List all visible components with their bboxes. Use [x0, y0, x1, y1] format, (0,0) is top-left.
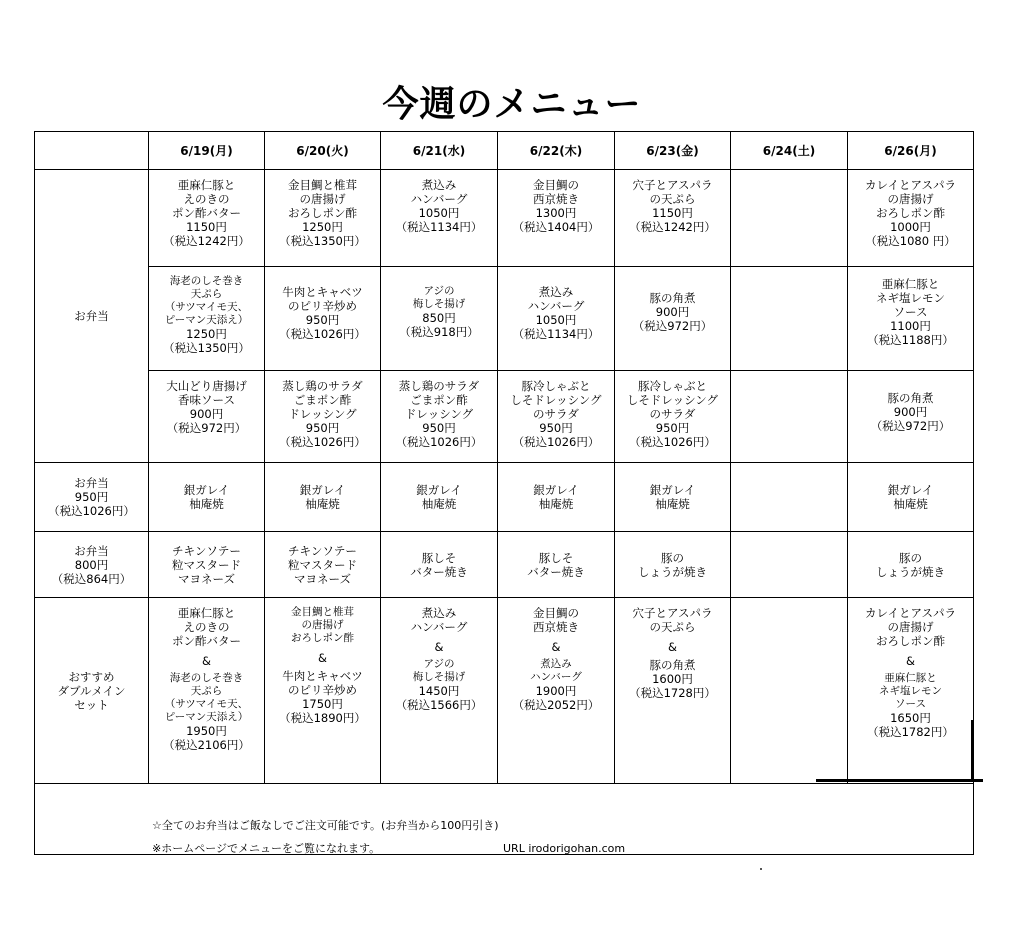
menu-cell [848, 371, 974, 463]
menu-cell [265, 371, 381, 463]
menu-cell [265, 267, 381, 371]
dish-name: チキンソテー 粒マスタード マヨネーズ [172, 543, 241, 586]
bento-row-1 [35, 170, 974, 267]
dish-name: カレイとアスパラ の唐揚げ おろしポン酢 [865, 178, 956, 220]
dish-name: 蒸し鶏のサラダ ごまポン酢 ドレッシング [398, 379, 480, 421]
menu-cell [498, 532, 615, 598]
combo-first-dish: 金目鯛と椎茸 の唐揚げ おろしポン酢 [291, 606, 354, 644]
dish-name: 穴子とアスパラ の天ぷら [632, 178, 713, 206]
menu-cell [149, 463, 265, 532]
menu-cell [615, 532, 731, 598]
dish-price: 1050円 （税込1134円） [512, 313, 600, 341]
dish-price: 1100円 （税込1188円） [867, 319, 954, 347]
menu-cell-empty [731, 170, 848, 267]
dish-name: 銀ガレイ 柚庵焼 [533, 483, 579, 511]
day-header: 6/26(月) [848, 132, 974, 170]
menu-cell [848, 170, 974, 267]
dish-price: 950円 （税込1026円） [395, 421, 483, 449]
combo-ampersand: & [668, 640, 677, 654]
combo-cell [848, 598, 974, 784]
dish-name: 銀ガレイ 柚庵焼 [649, 483, 696, 511]
dish-price: 1300円 （税込1404円） [512, 206, 600, 234]
row-label: おすすめ ダブルメイン セット [57, 669, 126, 712]
day-header: 6/20(火) [265, 132, 381, 170]
dish-name: 銀ガレイ 柚庵焼 [887, 483, 934, 511]
dish-name: 豚の しょうが焼き [876, 550, 945, 579]
stray-dot [760, 868, 762, 870]
menu-cell-empty [731, 463, 848, 532]
dish-name: アジの 梅しそ揚げ [412, 285, 466, 310]
menu-cell [848, 267, 974, 371]
combo-first-dish: 煮込み ハンバーグ [410, 606, 468, 634]
day-header: 6/23(金) [615, 132, 731, 170]
footer-note-rice: ☆全てのお弁当はご飯なしでご注文可能です。(お弁当から100円引き) [152, 819, 499, 832]
combo-second-dish: 亜麻仁豚と ネギ塩レモン ソース [879, 672, 942, 710]
combo-price: 1900円 （税込2052円） [512, 684, 600, 712]
dish-price: 900円 （税込972円） [166, 407, 247, 435]
bento-label [35, 170, 149, 463]
dish-name: 豚冷しゃぶと しそドレッシング のサラダ [510, 379, 602, 421]
dish-name: 金目鯛の 西京焼き [533, 178, 579, 206]
page-title: 今週のメニュー [382, 84, 642, 125]
combo-cell [615, 598, 731, 784]
combo-ampersand: & [318, 651, 327, 665]
corner-cell [35, 132, 149, 170]
dish-name: チキンソテー 粒マスタード マヨネーズ [288, 543, 357, 586]
dish-name: 豚の角煮 [887, 391, 934, 405]
pen-mark-vertical [971, 720, 974, 782]
dish-price: 900円 （税込972円） [632, 305, 713, 333]
dish-name: 銀ガレイ 柚庵焼 [416, 483, 462, 511]
day-header: 6/22(木) [498, 132, 615, 170]
menu-cell [498, 371, 615, 463]
dish-name: 豚の しょうが焼き [638, 550, 707, 579]
combo-ampersand: & [551, 640, 561, 654]
menu-cell [149, 170, 265, 267]
row-label: お弁当 [74, 309, 109, 323]
dish-price: 1000円 （税込1080 円） [865, 220, 956, 248]
dish-price: 1250円 （税込1350円） [279, 220, 366, 248]
combo-price: 1600円 （税込1728円） [629, 672, 716, 700]
menu-cell [848, 463, 974, 532]
weekly-menu-table [34, 131, 974, 855]
menu-cell [265, 170, 381, 267]
dish-price: 950円 （税込1026円） [629, 421, 716, 449]
menu-cell [615, 371, 731, 463]
combo-second-dish: アジの 梅しそ揚げ [412, 658, 466, 683]
menu-cell-empty [731, 371, 848, 463]
dish-price: 1150円 （税込1242円） [629, 206, 716, 234]
menu-cell [615, 463, 731, 532]
combo-price: 1950円 （税込2106円） [163, 724, 250, 752]
dish-name: 金目鯛と椎茸 の唐揚げ おろしポン酢 [288, 178, 357, 220]
dish-name: 蒸し鶏のサラダ ごまポン酢 ドレッシング [282, 379, 363, 421]
bento-950-row [35, 463, 974, 532]
dish-name: 豚冷しゃぶと しそドレッシング のサラダ [626, 379, 719, 421]
menu-cell [381, 463, 498, 532]
combo-ampersand: & [906, 654, 915, 668]
dish-price: 1050円 （税込1134円） [395, 206, 483, 234]
combo-ampersand: & [202, 654, 211, 668]
menu-cell [848, 532, 974, 598]
double-main-row [35, 598, 974, 784]
menu-cell [381, 170, 498, 267]
combo-first-dish: 金目鯛の 西京焼き [533, 606, 579, 634]
double-main-label [35, 598, 149, 784]
combo-first-dish: 穴子とアスパラ の天ぷら [632, 606, 713, 634]
combo-first-dish: カレイとアスパラ の唐揚げ おろしポン酢 [865, 606, 956, 648]
dish-name: 煮込み ハンバーグ [527, 285, 585, 313]
dish-name: 銀ガレイ 柚庵焼 [183, 483, 230, 511]
menu-cell [381, 267, 498, 371]
menu-cell [498, 463, 615, 532]
menu-cell [265, 463, 381, 532]
combo-cell-empty [731, 598, 848, 784]
dish-price: 1250円 （税込1350円） [163, 327, 250, 355]
dish-price: 900円 （税込972円） [870, 405, 951, 433]
day-header: 6/19(月) [149, 132, 265, 170]
menu-cell [381, 532, 498, 598]
combo-first-dish: 亜麻仁豚と えのきの ポン酢バター [172, 606, 241, 648]
menu-cell [498, 170, 615, 267]
day-header: 6/24(土) [731, 132, 848, 170]
combo-cell [149, 598, 265, 784]
row-label: お弁当 950円 （税込1026円） [48, 476, 135, 518]
dish-price: 950円 （税込1026円） [279, 313, 366, 341]
footer-row [35, 784, 974, 855]
bento-row-3 [35, 371, 974, 463]
bento-800-row [35, 532, 974, 598]
dish-price: 850円 （税込918円） [399, 311, 479, 339]
footer-note-homepage: ※ホームページでメニューをご覧になれます。 [152, 842, 381, 855]
dish-price: 950円 （税込1026円） [512, 421, 600, 449]
row-label: お弁当 800円 （税込864円） [51, 543, 132, 586]
dish-name: 豚の角煮 [649, 291, 696, 305]
footer-url: URL irodorigohan.com [503, 842, 626, 855]
combo-second-dish: 牛肉とキャベツ のピリ辛炒め [282, 669, 363, 697]
menu-cell [149, 267, 265, 371]
combo-cell [498, 598, 615, 784]
combo-price: 1650円 （税込1782円） [867, 711, 954, 739]
dish-name: 銀ガレイ 柚庵焼 [299, 483, 346, 511]
footer-notes [35, 784, 974, 855]
dish-name: 豚しそ バター焼き [527, 550, 585, 579]
day-header-row [35, 132, 974, 170]
menu-cell [615, 170, 731, 267]
dish-name: 煮込み ハンバーグ [410, 178, 468, 206]
combo-cell [381, 598, 498, 784]
menu-cell [498, 267, 615, 371]
menu-cell-empty [731, 267, 848, 371]
combo-price: 1750円 （税込1890円） [279, 697, 366, 725]
bento-row-2 [35, 267, 974, 371]
menu-cell [615, 267, 731, 371]
menu-cell-empty [731, 532, 848, 598]
combo-price: 1450円 （税込1566円） [395, 684, 483, 712]
dish-name: 亜麻仁豚と えのきの ポン酢バター [172, 178, 241, 220]
combo-cell [265, 598, 381, 784]
combo-second-dish: 海老のしそ巻き 天ぷら （サツマイモ天、 ピーマン天添え） [164, 672, 249, 723]
dish-name: 大山どり唐揚げ 香味ソース [166, 379, 247, 407]
dish-price: 1150円 （税込1242円） [163, 220, 250, 248]
combo-second-dish: 豚の角煮 [649, 658, 696, 672]
menu-cell [149, 371, 265, 463]
dish-name: 牛肉とキャベツ のピリ辛炒め [282, 285, 363, 313]
menu-cell [265, 532, 381, 598]
bento-800-label [35, 532, 149, 598]
day-header: 6/21(水) [381, 132, 498, 170]
menu-cell [149, 532, 265, 598]
dish-name: 豚しそ バター焼き [410, 550, 468, 579]
menu-cell [381, 371, 498, 463]
combo-ampersand: & [434, 640, 444, 654]
combo-second-dish: 煮込み ハンバーグ [530, 658, 582, 683]
dish-name: 海老のしそ巻き 天ぷら （サツマイモ天、 ピーマン天添え） [164, 275, 249, 326]
dish-name: 亜麻仁豚と ネギ塩レモン ソース [876, 277, 945, 319]
pen-mark-horizontal [816, 779, 983, 782]
bento-950-label [35, 463, 149, 532]
dish-price: 950円 （税込1026円） [279, 421, 366, 449]
